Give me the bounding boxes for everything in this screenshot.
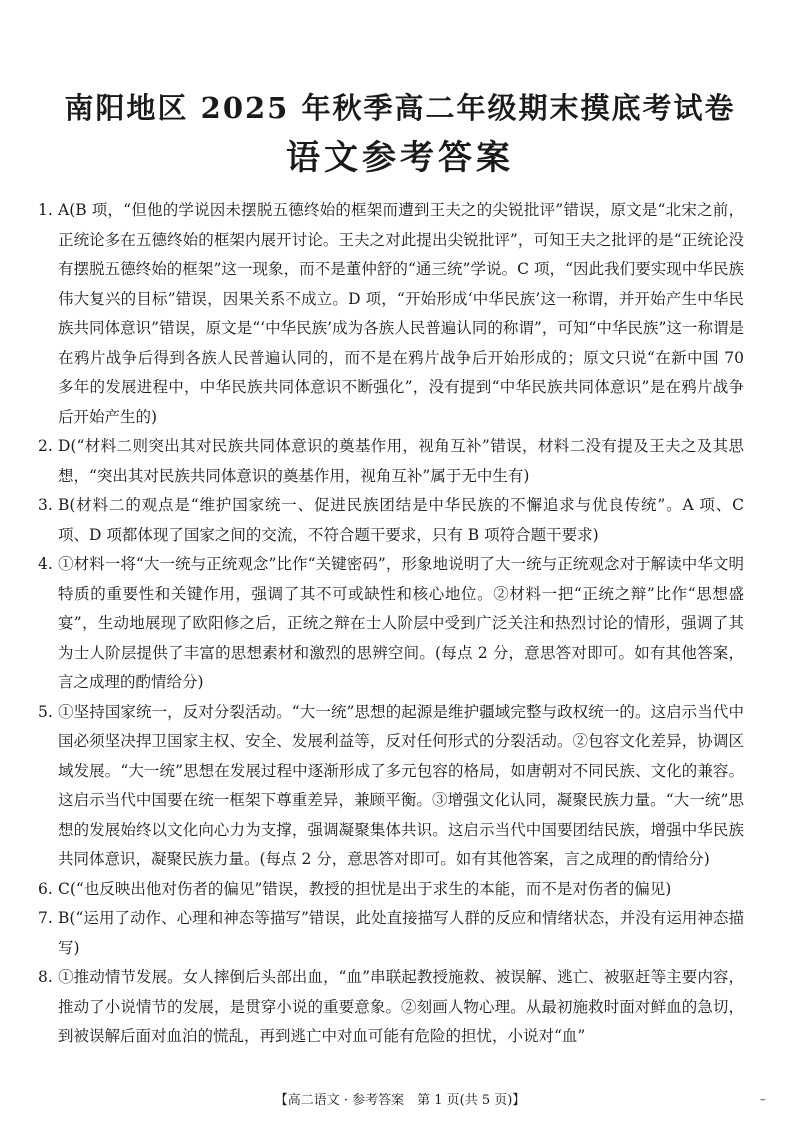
answer-text: ①材料一将“大一统与正统观念”比作“关键密码”，形象地说明了大一统与正统观念对于解读中华文明特质的重要性和关键作用，强调了其不可或缺性和核心地位。②材料一把“正统之辩”比作“思想盛宴”，生动地展现了欧阳修之后，正统之辩在士人阶层中受到广泛关注和热烈讨论的情形，强调了其为士人阶层提供了丰富的思想素材和激烈的思辨空间。(每点 2 分，意思答对即可。如有其他答案，言之成理的酌情给分) bbox=[58, 555, 744, 691]
answer-number: 4. bbox=[38, 555, 53, 573]
exam-title: 南阳地区 2025 年秋季高二年级期末摸底考试卷 bbox=[64, 91, 736, 125]
answer-number: 6. bbox=[38, 879, 53, 898]
answer-text: ①坚持国家统一，反对分裂活动。“大一统”思想的起源是维护疆域完整与政权统一的。这启示当代中国必须坚决捍卫国家主权、安全、发展利益等，反对任何形式的分裂活动。②包容文化差异，协调区域发展。“大一统”思想在发展过程中逐渐形成了多元包容的格局，如唐朝对不同民族、文化的兼容。这启示当代中国要在统一框架下尊重差异，兼顾平衡。③增强文化认同，凝聚民族力量。“大一统”思想的发展始终以文化向心力为支撑，强调凝聚集体共识。这启示当代中国要团结民族，增强中华民族共同体意识，凝聚民族力量。(每点 2 分，意思答对即可。如有其他答案，言之成理的酌情给分) bbox=[58, 702, 744, 868]
answer-text: B(材料二的观点是“维护国家统一、促进民族团结是中华民族的不懈追求与优良传统”。A 项、C 项、D 项都体现了国家之间的交流，不符合题干要求，只有 B 项符合题干要求) bbox=[58, 496, 744, 544]
answer-item-8 bbox=[38, 963, 744, 1052]
corner-mark: – bbox=[760, 1093, 766, 1106]
answer-text: ①推动情节发展。女人摔倒后头部出血，“血”串联起教授施救、被误解、逃亡、被驱赶等主要内容，推动了小说情节的发展，是贯穿小说的重要意象。②刻画人物心理。从最初施救时面对鲜血的急切，到被误解后面对血泊的慌乱，再到逃亡中对血可能有危险的担忧，小说对“血” bbox=[58, 968, 744, 1045]
answer-item-3 bbox=[38, 491, 744, 550]
answer-number: 3. bbox=[38, 496, 53, 514]
answer-text: B(“运用了动作、心理和神态等描写”错误，此处直接描写人群的反应和情绪状态，并没有运用神态描写) bbox=[58, 909, 744, 957]
answer-item-1 bbox=[38, 196, 744, 432]
answer-number: 8. bbox=[38, 968, 53, 986]
answer-text: D(“材料二则突出其对民族共同体意识的奠基作用，视角互补”错误，材料二没有提及王夫之及其思想，“突出其对民族共同体意识的奠基作用，视角互补”属于无中生有) bbox=[58, 437, 744, 485]
answer-text: A(B 项，“但他的学说因未摆脱五德终始的框架而遭到王夫之的尖锐批评”错误，原文是“北宋之前，正统论多在五德终始的框架内展开讨论。王夫之对此提出尖锐批评”，可知王夫之批评的是“正统论没有摆脱五德终始的框架”这一现象，而不是董仲舒的“通三统”学说。C 项，“因此我们要实现中华民族伟大复兴的目标”错误，因果关系不成立。D 项，“开始形成‘中华民族’这一称谓，并开始产生中华民族共同体意识”错误，原文是“‘中华民族’成为各族人民普遍认同的称谓”，可知“中华民族”这一称谓是在鸦片战争后得到各族人民普遍认同的，而不是在鸦片战争后开始形成的；原文只说“在新中国 70 多年的发展进程中，中华民族共同体意识不断强化”，没有提到“中华民族共同体意识”是在鸦片战争后开始产生的) bbox=[58, 201, 744, 426]
answer-item-5 bbox=[38, 698, 744, 875]
answer-item-2 bbox=[38, 432, 744, 491]
answer-key-title: 语文参考答案 bbox=[286, 138, 514, 178]
answer-number: 7. bbox=[38, 909, 53, 927]
answer-item-7 bbox=[38, 904, 744, 963]
answer-number: 1. bbox=[38, 201, 53, 219]
answer-number: 2. bbox=[38, 437, 53, 455]
answer-text: C(“也反映出他对伤者的偏见”错误，教授的担忧是出于求生的本能，而不是对伤者的偏见) bbox=[58, 879, 672, 898]
answer-list bbox=[38, 196, 744, 1052]
answer-item-6 bbox=[38, 875, 744, 905]
page-footer: 【高二语文 · 参考答案 第 1 页(共 5 页)】 bbox=[274, 1093, 526, 1108]
answer-item-4 bbox=[38, 550, 744, 698]
answer-number: 5. bbox=[38, 702, 53, 721]
